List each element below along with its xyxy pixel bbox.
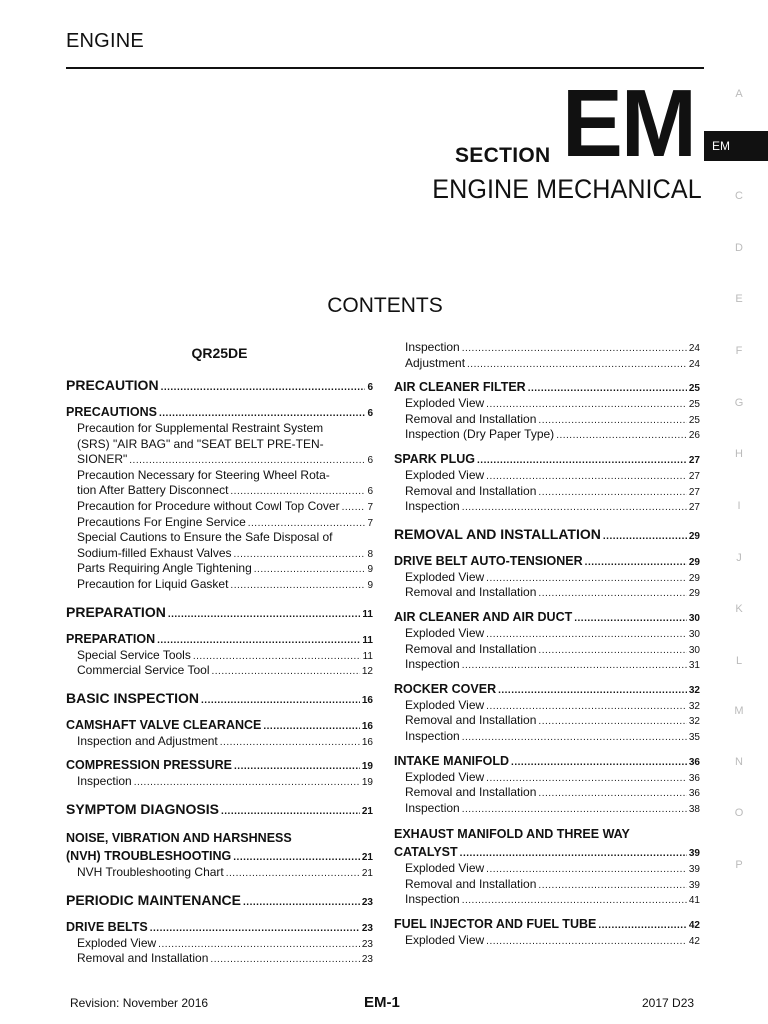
toc-leader-dots <box>134 775 360 791</box>
toc-entry[interactable] <box>394 753 700 770</box>
toc-entry[interactable] <box>394 626 700 642</box>
toc-entry-page: 31 <box>688 660 700 672</box>
side-tab-i[interactable]: I <box>737 500 741 512</box>
toc-entry-page: 16 <box>361 720 373 732</box>
toc-entry-page: 7 <box>367 517 373 529</box>
contents-title: CONTENTS <box>327 294 443 317</box>
toc-entry-page: 30 <box>688 628 700 640</box>
toc-entry-page: 11 <box>362 634 373 646</box>
toc-entry-title: Inspection and Adjustment <box>77 733 218 748</box>
toc-entry[interactable] <box>394 585 700 601</box>
toc-entry-page: 30 <box>688 644 700 656</box>
toc-leader-dots <box>486 862 687 878</box>
toc-entry[interactable] <box>394 451 700 468</box>
section-label: SECTION <box>455 144 551 167</box>
section-name: ENGINE MECHANICAL <box>432 174 702 204</box>
toc-entry-page: 32 <box>688 716 700 728</box>
toc-leader-dots <box>486 699 687 715</box>
toc-entry-title: FUEL INJECTOR AND FUEL TUBE <box>394 917 597 932</box>
toc-entry[interactable] <box>394 499 700 515</box>
toc-entry-title: Removal and Installation <box>77 951 209 966</box>
toc-right-entries <box>394 340 700 949</box>
toc-entry[interactable] <box>394 570 700 586</box>
toc-entry-title: INTAKE MANIFOLD <box>394 753 510 768</box>
toc-entry-title: Exploded View <box>405 396 485 411</box>
toc-entry-page: 16 <box>361 694 373 706</box>
toc-entry-page: 35 <box>688 731 700 743</box>
toc-entry-page: 25 <box>688 383 700 395</box>
toc-entry-page: 23 <box>361 938 373 950</box>
toc-leader-dots <box>603 526 687 548</box>
toc-leader-dots <box>498 682 687 699</box>
toc-entry-title: PRECAUTION <box>66 377 159 393</box>
toc-entry[interactable] <box>66 774 373 790</box>
toc-entry[interactable] <box>394 770 700 786</box>
toc-leader-dots <box>243 892 360 914</box>
toc-entry-title: COMPRESSION PRESSURE <box>66 758 233 773</box>
toc-entry-title: CAMSHAFT VALVE CLEARANCE <box>66 717 262 732</box>
toc-entry-title: Exploded View <box>405 625 485 640</box>
toc-entry-page: 27 <box>688 454 700 466</box>
toc-entry-title: Parts Requiring Angle Tightening <box>77 561 252 576</box>
toc-entry[interactable] <box>66 798 373 820</box>
toc-entry[interactable] <box>66 546 373 562</box>
toc-leader-dots <box>486 469 687 485</box>
toc-entry[interactable] <box>394 785 700 801</box>
side-tab-n[interactable]: N <box>735 756 743 768</box>
toc-leader-dots <box>233 849 360 866</box>
footer-model: 2017 D23 <box>642 996 695 1010</box>
toc-entry-page: 38 <box>688 803 700 815</box>
toc-entry-page: 7 <box>367 501 373 513</box>
toc-entry-title: Removal and Installation <box>405 785 537 800</box>
side-tab-c[interactable]: C <box>735 190 743 202</box>
toc-leader-dots <box>226 866 360 882</box>
toc-leader-dots <box>460 845 687 862</box>
toc-leader-dots <box>220 735 360 751</box>
toc-leader-dots <box>462 802 687 818</box>
toc-entry-page: 21 <box>361 805 373 817</box>
toc-entry-page: 11 <box>362 608 373 620</box>
toc-entry-title: PRECAUTIONS <box>66 405 157 419</box>
toc-entry-page: 27 <box>688 470 700 482</box>
toc-leader-dots <box>538 786 686 802</box>
toc-entry-page: 27 <box>688 502 700 514</box>
toc-entry[interactable] <box>66 483 373 499</box>
side-tab-d[interactable]: D <box>735 242 743 254</box>
side-tab-h[interactable]: H <box>735 448 743 460</box>
toc-entry[interactable] <box>394 698 700 714</box>
toc-entry-page: 29 <box>688 556 700 568</box>
side-tab-f[interactable]: F <box>735 345 743 357</box>
toc-entry-title: Inspection <box>405 499 460 514</box>
toc-leader-dots <box>263 718 360 735</box>
toc-entry-page: 16 <box>361 736 373 748</box>
toc-entry-title: DRIVE BELTS <box>66 919 148 934</box>
toc-leader-dots <box>538 485 686 501</box>
toc-entry-title: ROCKER COVER <box>394 681 497 696</box>
toc-leader-dots <box>486 571 687 587</box>
toc-leader-dots <box>201 690 360 712</box>
toc-entry-title: Adjustment <box>405 355 466 370</box>
toc-leader-dots <box>462 658 687 674</box>
toc-entry-title: AIR CLEANER FILTER <box>394 380 526 395</box>
toc-leader-dots <box>574 610 687 627</box>
toc-leader-dots <box>556 428 687 444</box>
toc-entry[interactable] <box>66 848 373 865</box>
toc-leader-dots <box>462 341 687 357</box>
toc-entry[interactable] <box>66 757 373 774</box>
toc-entry-page: 41 <box>688 895 700 907</box>
toc-entry-page: 11 <box>362 650 373 662</box>
toc-entry[interactable] <box>394 729 700 745</box>
toc-entry-page: 39 <box>688 848 700 860</box>
toc-leader-dots <box>486 934 687 950</box>
side-tab-j[interactable]: J <box>736 552 742 564</box>
toc-right-column <box>394 340 700 949</box>
toc-entry-title: AIR CLEANER AND AIR DUCT <box>394 609 573 624</box>
toc-leader-dots <box>538 643 686 659</box>
toc-entry-title: Exploded View <box>405 861 485 876</box>
toc-entry-title: Precaution for Liquid Gasket <box>77 576 229 591</box>
toc-leader-dots <box>168 604 361 626</box>
toc-entry[interactable] <box>394 713 700 729</box>
toc-entry-page: 29 <box>688 530 700 542</box>
toc-entry-page: 36 <box>688 772 700 784</box>
toc-left-column <box>66 340 373 967</box>
toc-entry-title: Exploded View <box>405 569 485 584</box>
toc-entry-title: Exploded View <box>405 933 485 948</box>
toc-entry[interactable] <box>66 452 373 468</box>
toc-entry[interactable] <box>394 801 700 817</box>
toc-entry[interactable] <box>394 553 700 570</box>
toc-entry-title: BASIC INSPECTION <box>66 689 200 706</box>
toc-entry-page: 23 <box>361 954 373 966</box>
toc-entry-title: PREPARATION <box>66 631 156 646</box>
toc-entry-title: Removal and Installation <box>405 483 537 498</box>
toc-entry-title: PERIODIC MAINTENANCE <box>66 891 242 908</box>
toc-leader-dots <box>342 500 366 516</box>
toc-entry[interactable] <box>66 734 373 750</box>
toc-entry-title: NVH Troubleshooting Chart <box>77 864 224 879</box>
toc-entry[interactable] <box>66 404 373 421</box>
toc-entry-title: PREPARATION <box>66 603 166 620</box>
toc-entry-title: Inspection <box>405 892 460 907</box>
toc-entry-line: EXHAUST MANIFOLD AND THREE WAY <box>394 827 630 842</box>
toc-entry[interactable] <box>66 648 373 664</box>
toc-entry-title: SYMPTOM DIAGNOSIS <box>66 800 219 817</box>
toc-entry-line: Precaution Necessary for Steering Wheel Rota- <box>77 467 330 482</box>
header-rule <box>66 67 704 69</box>
side-tab-l[interactable]: L <box>735 655 743 667</box>
toc-entry[interactable] <box>66 577 373 593</box>
toc-entry-page: 29 <box>688 588 700 600</box>
toc-entry-title: Removal and Installation <box>405 585 537 600</box>
toc-entry-page: 19 <box>361 761 373 773</box>
toc-entry-title: (NVH) TROUBLESHOOTING <box>66 848 232 863</box>
toc-leader-dots <box>254 562 366 578</box>
toc-leader-dots <box>230 484 365 500</box>
toc-left-entries <box>66 374 373 967</box>
toc-entry[interactable] <box>394 412 700 428</box>
toc-entry-title: Inspection <box>405 800 460 815</box>
toc-entry-title: Exploded View <box>405 769 485 784</box>
toc-entry-page: 19 <box>361 777 373 789</box>
toc-leader-dots <box>161 377 366 399</box>
toc-entry-title: Inspection <box>405 340 460 354</box>
toc-leader-dots <box>486 771 687 787</box>
toc-entry[interactable] <box>66 687 373 709</box>
toc-leader-dots <box>129 453 365 469</box>
toc-entry-page: 32 <box>688 700 700 712</box>
toc-entry-title: Precaution for Procedure without Cowl Top Cover <box>77 498 340 513</box>
toc-leader-dots <box>528 380 687 397</box>
toc-entry-page: 25 <box>688 414 700 426</box>
toc-entry-group[interactable] <box>66 468 373 499</box>
toc-leader-dots <box>159 405 365 422</box>
toc-entry[interactable] <box>66 515 373 531</box>
toc-entry[interactable] <box>66 951 373 967</box>
toc-entry-title: Precautions For Engine Service <box>77 514 246 529</box>
toc-entry-page: 36 <box>688 788 700 800</box>
footer-page-id: EM-1 <box>364 994 400 1011</box>
side-index-tabs <box>704 0 768 1024</box>
toc-entry-page: 6 <box>367 408 373 419</box>
toc-leader-dots <box>486 397 687 413</box>
toc-entry[interactable] <box>394 523 700 545</box>
toc-entry-page: 36 <box>688 756 700 768</box>
toc-entry-title: CATALYST <box>394 845 458 860</box>
toc-entry-title: REMOVAL AND INSTALLATION <box>394 525 601 542</box>
toc-entry-group[interactable] <box>394 826 700 861</box>
toc-entry[interactable] <box>394 642 700 658</box>
toc-entry[interactable] <box>66 865 373 881</box>
toc-entry-page: 29 <box>688 572 700 584</box>
toc-leader-dots <box>511 754 687 771</box>
header-title: ENGINE <box>66 30 144 52</box>
toc-entry-page: 9 <box>367 564 373 576</box>
toc-entry-page: 32 <box>688 684 700 696</box>
toc-entry-page: 26 <box>688 430 700 442</box>
toc-entry[interactable] <box>66 601 373 623</box>
toc-entry-page: 42 <box>688 936 700 948</box>
toc-entry-page: 30 <box>688 612 700 624</box>
toc-entry[interactable] <box>66 631 373 648</box>
engine-label: QR25DE <box>191 345 248 361</box>
toc-entry[interactable] <box>394 861 700 877</box>
toc-entry[interactable] <box>66 663 373 679</box>
toc-entry-page: 39 <box>688 864 700 876</box>
toc-entry-title: Removal and Installation <box>405 641 537 656</box>
toc-entry[interactable] <box>394 844 700 861</box>
toc-entry[interactable] <box>394 484 700 500</box>
toc-entry-title: Removal and Installation <box>405 876 537 891</box>
side-tab-k[interactable]: K <box>735 603 743 615</box>
toc-entry[interactable] <box>394 877 700 893</box>
toc-entry[interactable] <box>394 681 700 698</box>
toc-entry-title: Special Service Tools <box>77 647 191 662</box>
toc-entry[interactable] <box>394 396 700 412</box>
toc-entry-page: 6 <box>367 382 373 393</box>
toc-entry-line: (SRS) "AIR BAG" and "SEAT BELT PRE-TEN- <box>77 436 324 451</box>
toc-entry[interactable] <box>394 916 700 933</box>
toc-entry-page: 27 <box>688 486 700 498</box>
toc-entry-page: 25 <box>688 399 700 411</box>
toc-leader-dots <box>462 893 687 909</box>
toc-leader-dots <box>462 730 687 746</box>
toc-leader-dots <box>234 758 360 775</box>
toc-entry[interactable] <box>66 919 373 936</box>
side-tab-p[interactable]: P <box>735 859 743 871</box>
toc-entry[interactable] <box>394 892 700 908</box>
toc-leader-dots <box>157 632 360 649</box>
toc-entry[interactable] <box>394 356 700 372</box>
side-tab-em[interactable]: EM <box>704 131 768 161</box>
toc-entry-page: 23 <box>361 922 373 934</box>
side-tab-g[interactable]: G <box>734 397 744 409</box>
side-tab-m[interactable]: M <box>734 705 744 717</box>
toc-entry-page: 24 <box>688 343 700 354</box>
toc-entry-title: Inspection <box>405 728 460 743</box>
toc-entry-title: Inspection (Dry Paper Type) <box>405 427 555 442</box>
toc-entry[interactable] <box>394 933 700 949</box>
toc-leader-dots <box>150 920 360 937</box>
toc-entry-page: 9 <box>367 579 373 591</box>
toc-leader-dots <box>210 952 359 968</box>
toc-entry-page: 6 <box>367 455 373 467</box>
footer-revision: Revision: November 2016 <box>70 996 209 1010</box>
toc-entry-title: Commercial Service Tool <box>77 663 210 678</box>
toc-entry-title: Removal and Installation <box>405 411 537 426</box>
toc-entry-page: 21 <box>361 851 373 863</box>
toc-entry-line: Special Cautions to Ensure the Safe Disposal of <box>77 530 333 545</box>
toc-entry[interactable] <box>66 561 373 577</box>
section-code: EM <box>562 70 695 177</box>
side-tab-a[interactable]: A <box>735 88 743 100</box>
toc-entry[interactable] <box>66 717 373 734</box>
toc-entry-group[interactable] <box>66 421 373 468</box>
toc-entry-title: SPARK PLUG <box>394 451 476 466</box>
toc-entry-title: Sodium-filled Exhaust Valves <box>77 545 232 560</box>
toc-leader-dots <box>230 578 365 594</box>
toc-entry-title: Exploded View <box>405 467 485 482</box>
toc-leader-dots <box>212 664 360 680</box>
toc-entry-page: 23 <box>361 896 373 908</box>
toc-leader-dots <box>221 801 360 823</box>
toc-leader-dots <box>462 500 687 516</box>
toc-leader-dots <box>248 516 366 532</box>
toc-leader-dots <box>538 714 686 730</box>
toc-entry-title: Exploded View <box>77 935 157 950</box>
toc-entry-group[interactable] <box>66 830 373 865</box>
toc-entry-group[interactable] <box>66 530 373 561</box>
side-tab-o[interactable]: O <box>734 807 744 819</box>
toc-entry-page: 8 <box>367 548 373 560</box>
toc-entry-title: DRIVE BELT AUTO-TENSIONER <box>394 553 583 568</box>
toc-leader-dots <box>193 649 361 665</box>
toc-leader-dots <box>538 413 686 429</box>
toc-entry[interactable] <box>394 427 700 443</box>
toc-entry-page: 12 <box>361 666 373 678</box>
toc-leader-dots <box>486 627 687 643</box>
toc-leader-dots <box>477 452 687 469</box>
toc-leader-dots <box>538 878 686 894</box>
toc-entry-line: NOISE, VIBRATION AND HARSHNESS <box>66 830 292 845</box>
toc-leader-dots <box>467 357 687 373</box>
toc-leader-dots <box>234 547 366 563</box>
toc-entry-page: 24 <box>688 358 700 370</box>
toc-entry-title: SIONER" <box>77 452 128 467</box>
toc-entry-page: 42 <box>688 920 700 932</box>
toc-entry[interactable] <box>394 609 700 626</box>
toc-entry-title: Inspection <box>77 774 132 789</box>
toc-entry-page: 21 <box>361 867 373 879</box>
toc-entry-page: 6 <box>367 486 373 498</box>
toc-entry[interactable] <box>66 936 373 952</box>
toc-entry[interactable] <box>66 499 373 515</box>
toc-entry[interactable] <box>66 889 373 911</box>
toc-entry-line: Precaution for Supplemental Restraint System <box>77 421 324 435</box>
toc-entry-title: Exploded View <box>405 697 485 712</box>
toc-entry-title: tion After Battery Disconnect <box>77 483 229 498</box>
side-tab-e[interactable]: E <box>735 293 743 305</box>
toc-leader-dots <box>538 586 686 602</box>
toc-entry[interactable] <box>394 468 700 484</box>
toc-entry[interactable] <box>394 340 700 356</box>
toc-leader-dots <box>158 937 360 953</box>
toc-entry-title: Inspection <box>405 657 460 672</box>
toc-entry-page: 39 <box>688 879 700 891</box>
toc-entry[interactable] <box>394 379 700 396</box>
toc-entry-title: Removal and Installation <box>405 713 537 728</box>
toc-entry[interactable] <box>394 657 700 673</box>
toc-entry[interactable] <box>66 374 373 396</box>
toc-leader-dots <box>598 917 687 934</box>
toc-leader-dots <box>585 554 687 571</box>
